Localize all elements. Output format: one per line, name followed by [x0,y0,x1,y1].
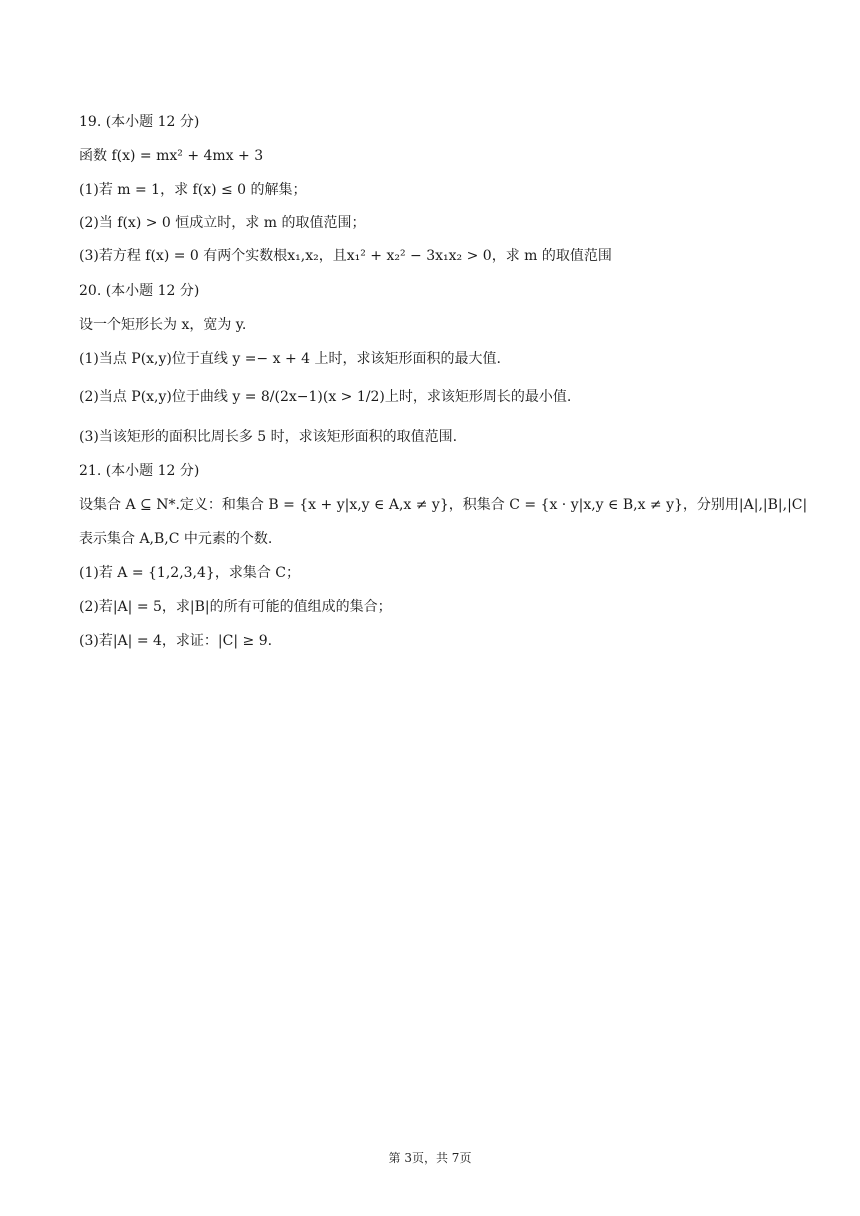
q20-stem: 设一个矩形长为 x，宽为 y. [79,317,247,333]
q19-part2: (2)当 f(x) > 0 恒成立时，求 m 的取值范围； [79,215,366,231]
q20-heading: 20. (本小题 12 分) [79,283,200,299]
page-number-footer: 第 3页，共 7页 [388,1151,472,1165]
q19-heading: 19. (本小题 12 分) [79,114,200,130]
q21-stem-line2: 表示集合 A,B,C 中元素的个数. [79,531,273,547]
q21-part1: (1)若 A = {1,2,3,4}，求集合 C； [79,565,300,581]
q21-heading: 21. (本小题 12 分) [79,463,200,479]
q19-part3: (3)若方程 f(x) = 0 有两个实数根x₁,x₂，且x₁² + x₂² − 3x₁x₂ > 0，求 m 的取值范围 [79,248,612,264]
q19-part1: (1)若 m = 1，求 f(x) ≤ 0 的解集； [79,182,307,198]
q20-part1: (1)当点 P(x,y)位于直线 y =− x + 4 上时，求该矩形面积的最大值. [79,351,501,367]
q20-part2: (2)当点 P(x,y)位于曲线 y = 8/(2x−1)(x > 1/2)上时，求该矩形周长的最小值. [79,389,572,405]
q21-part3: (3)若|A| = 4，求证：|C| ≥ 9. [79,633,273,649]
q19-stem: 函数 f(x) = mx² + 4mx + 3 [79,148,264,164]
q20-part3: (3)当该矩形的面积比周长多 5 时，求该矩形面积的取值范围. [79,429,458,445]
q21-stem-line1: 设集合 A ⊆ N*.定义：和集合 B = {x + y|x,y ∈ A,x ≠ y}，积集合 C = {x · y|x,y ∈ B,x ≠ y}，分别用|A|,|B|,|C| [79,497,808,513]
q21-part2: (2)若|A| = 5，求|B|的所有可能的值组成的集合； [79,599,392,615]
